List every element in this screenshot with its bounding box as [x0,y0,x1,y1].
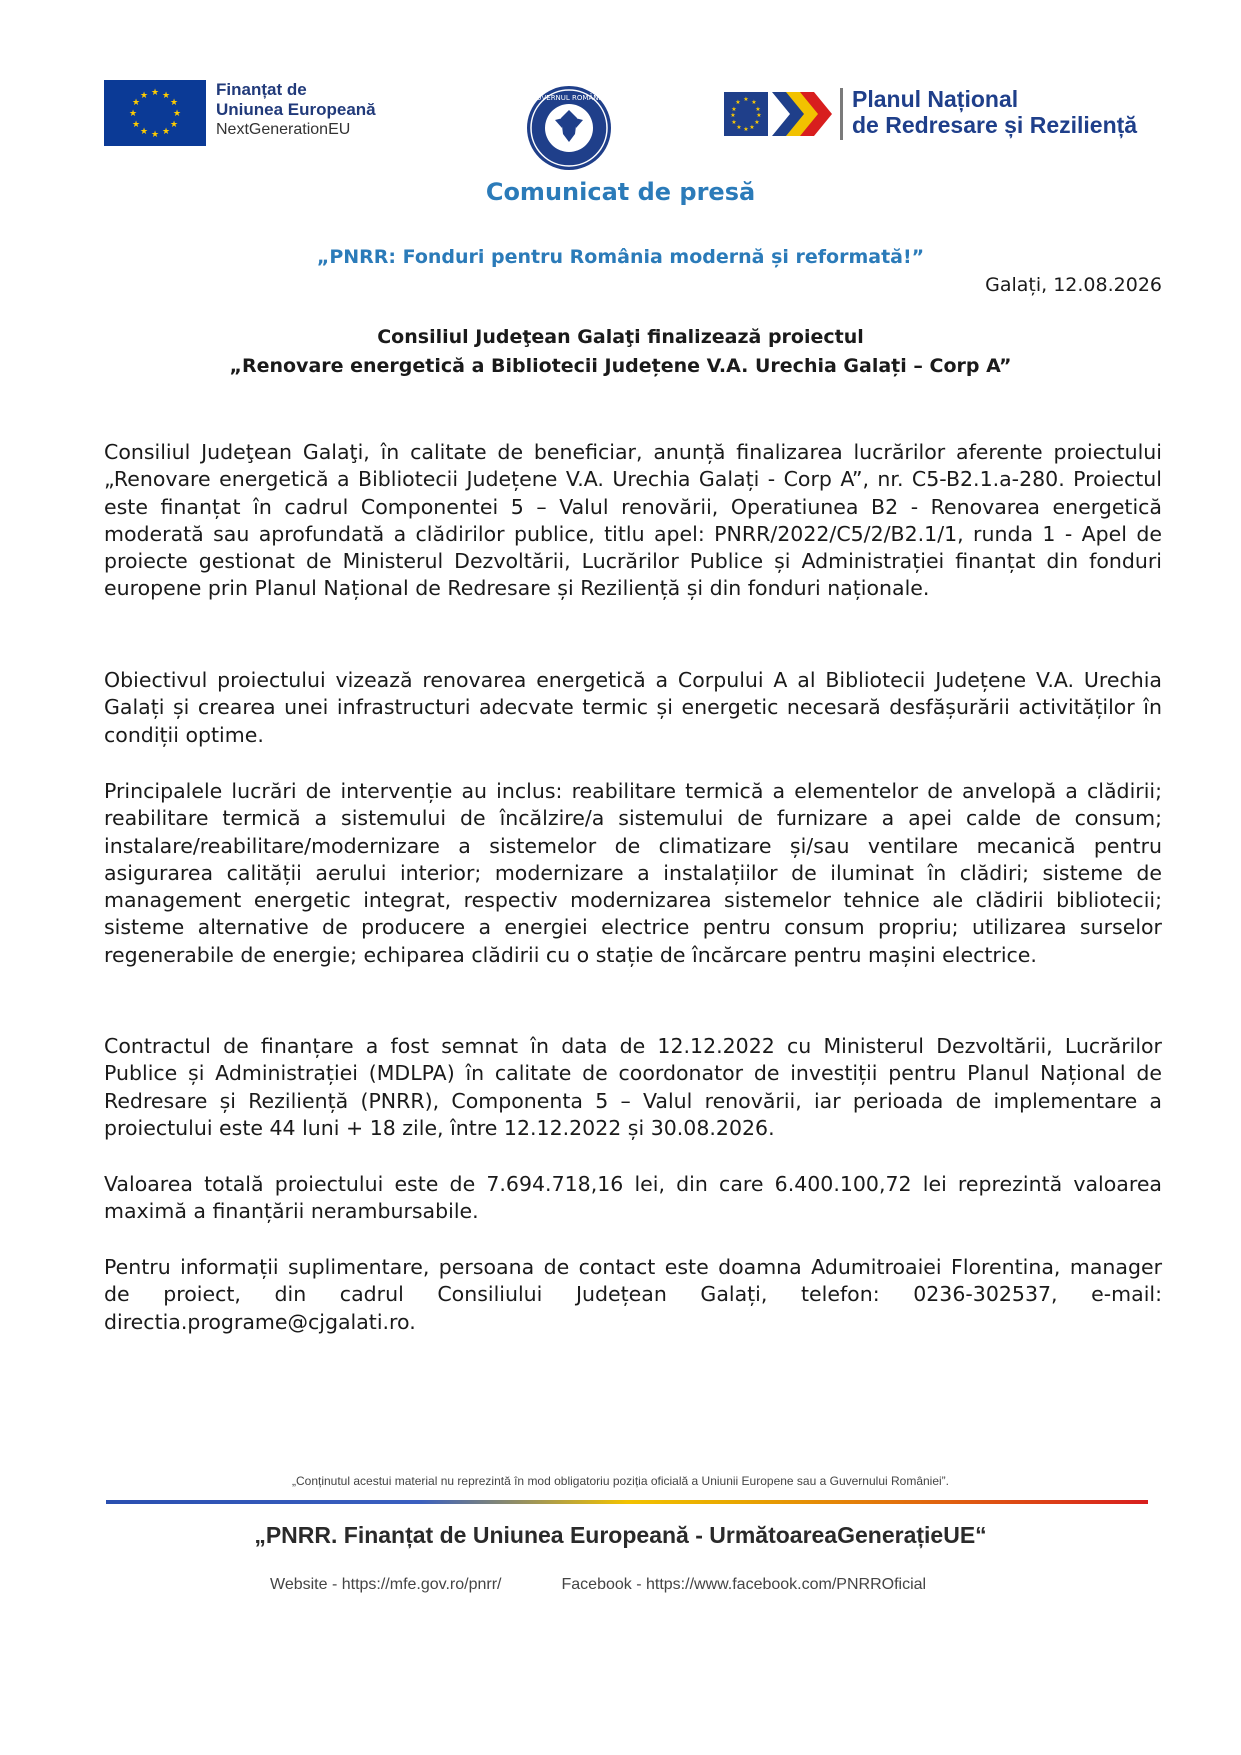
pnrr-arrow-flag-icon [724,86,832,142]
paragraph-contract: Contractul de finanțare a fost semnat în data de 12.12.2022 cu Ministerul Dezvoltării, Lucrărilor Publice și Administrației (MDLPA) în calitate de coordonator de investiții pentru Planul Național de Redresare și Reziliență (PNRR), Componenta 5 – Valul renovării, iar perioada de implementare a proiectului este 44 luni + 18 zile, între 12.12.2022 și 30.08.2026. [104,1034,1162,1140]
eu-logo-line2: Uniunea Europeană [216,100,376,119]
slogan: „PNRR: Fonduri pentru România modernă și reformată!” [316,246,925,268]
pnrr-logo-divider [840,88,843,140]
pnrr-logo [724,86,1164,146]
svg-text:★: ★ [169,120,179,130]
svg-text:★: ★ [754,119,760,126]
svg-text:★: ★ [731,106,737,113]
footer-disclaimer: „Conținutul acestui material nu reprezintă în mod obligatoriu poziția oficială a Uniunii Europene sau a Guvernului României”. [291,1474,950,1488]
eu-funding-logo [104,80,429,150]
paragraph-contact: Pentru informații suplimentare, persoana de contact este doamna Adumitroaiei Florentina, manager de proiect, din cadrul Consiliului Județean Galați, telefon: 0236-302537, e-mail: directia.programe@cjgalati.ro. [104,1255,1162,1334]
svg-text:★: ★ [139,127,149,137]
website-link[interactable]: Website - https://mfe.gov.ro/pnrr/ [270,1576,502,1593]
svg-text:★: ★ [172,109,182,119]
paragraph-value: Valoarea totală proiectului este de 7.694.718,16 lei, din care 6.400.100,72 lei reprezintă valoarea maximă a finanțării nerambursabile. [104,1172,1162,1224]
place-date: Galați, 12.08.2026 [985,274,1162,296]
paragraph-objective: Obiectivul proiectului vizează renovarea energetică a Corpului A al Bibliotecii Județene V.A. Urechia Galați și crearea unei infrastructuri adecvate termic și energetic necesară desfășurării activităților în condiții optime. [104,668,1162,747]
svg-text:★: ★ [139,91,149,101]
svg-text:★: ★ [735,99,741,106]
eu-logo-line3: NextGenerationEU [216,121,351,138]
paragraph-announcement: Consiliul Judeţean Galaţi, în calitate de beneficiar, anunță finalizarea lucrărilor aferente proiectului „Renovare energetică a Bibliotecii Județene V.A. Urechia Galați - Corp A”, nr. C5-B2.1.a-280. Proiectul este finanțat în cadrul Componentei 5 – Valul renovării, Operatiunea B2 - Renovarea energetică moderată sau aprofundată a clădirilor publice, titlu apel: PNRR/2022/C5/2/B2.1/1, runda 1 - Apel de proiecte gestionat de Ministerul Dezvoltării, Lucrărilor Publice și Administrației finanțat din fonduri europene prin Planul Național de Redresare și Reziliență și din fonduri naționale. [104,440,1162,601]
svg-text:★: ★ [749,124,755,131]
svg-text:★: ★ [161,127,171,137]
svg-text:★: ★ [743,126,749,133]
svg-text:★: ★ [731,119,737,126]
svg-text:★: ★ [751,99,757,106]
pnrr-logo-line1: Planul Național [852,86,1019,112]
svg-text:★: ★ [743,96,749,103]
eu-logo-line1: Finanțat de [216,80,307,99]
footer-divider [106,1500,1148,1504]
government-seal-text: GUVERNUL ROMÂNIEI [530,94,608,102]
svg-text:★: ★ [730,112,736,119]
svg-text:★: ★ [755,106,761,113]
svg-text:★: ★ [131,120,141,130]
headline-line2: „Renovare energetică a Bibliotecii Județene V.A. Urechia Galați – Corp A” [229,355,1012,377]
paragraph-works: Principalele lucrări de intervenție au inclus: reabilitare termică a elementelor de anvelopă a clădirii; reabilitare termică a sistemului de încălzire/a sistemului de furnizare a apei calde de consum; instalare/reabilitare/modernizare a sistemelor de climatizare și/sau ventilare mecanică pentru asigurarea calității aerului interior; modernizare a instalațiilor de iluminat în clădiri; sisteme de management energetic integrat, respectiv modernizarea sistemelor tehnice ale clădirii bibliotecii; sisteme alternative de producere a energiei electrice pentru consum propriu; utilizarea surselor regenerabile de energie; echiparea clădirii cu o stație de încărcare pentru mașini electrice. [104,779,1162,967]
headline-line1: Consiliul Judeţean Galaţi finalizează proiectul [377,326,864,348]
footer-links [270,1576,1030,1594]
svg-text:★: ★ [756,112,762,119]
svg-text:★: ★ [150,88,160,98]
svg-text:★: ★ [150,130,160,140]
page-title: Comunicat de presă [485,178,756,206]
svg-text:★: ★ [128,109,138,119]
svg-text:★: ★ [161,91,171,101]
pnrr-logo-line2: de Redresare și Reziliență [852,112,1138,138]
svg-text:★: ★ [736,124,742,131]
eu-flag-icon [104,80,206,146]
svg-text:★: ★ [131,98,141,108]
svg-text:★: ★ [169,98,179,108]
facebook-link[interactable]: Facebook - https://www.facebook.com/PNRROficial [561,1576,927,1593]
romanian-government-seal [525,84,613,172]
footer-slogan: „PNRR. Finanțat de Uniunea Europeană - UrmătoareaGenerațieUE“ [254,1522,987,1548]
